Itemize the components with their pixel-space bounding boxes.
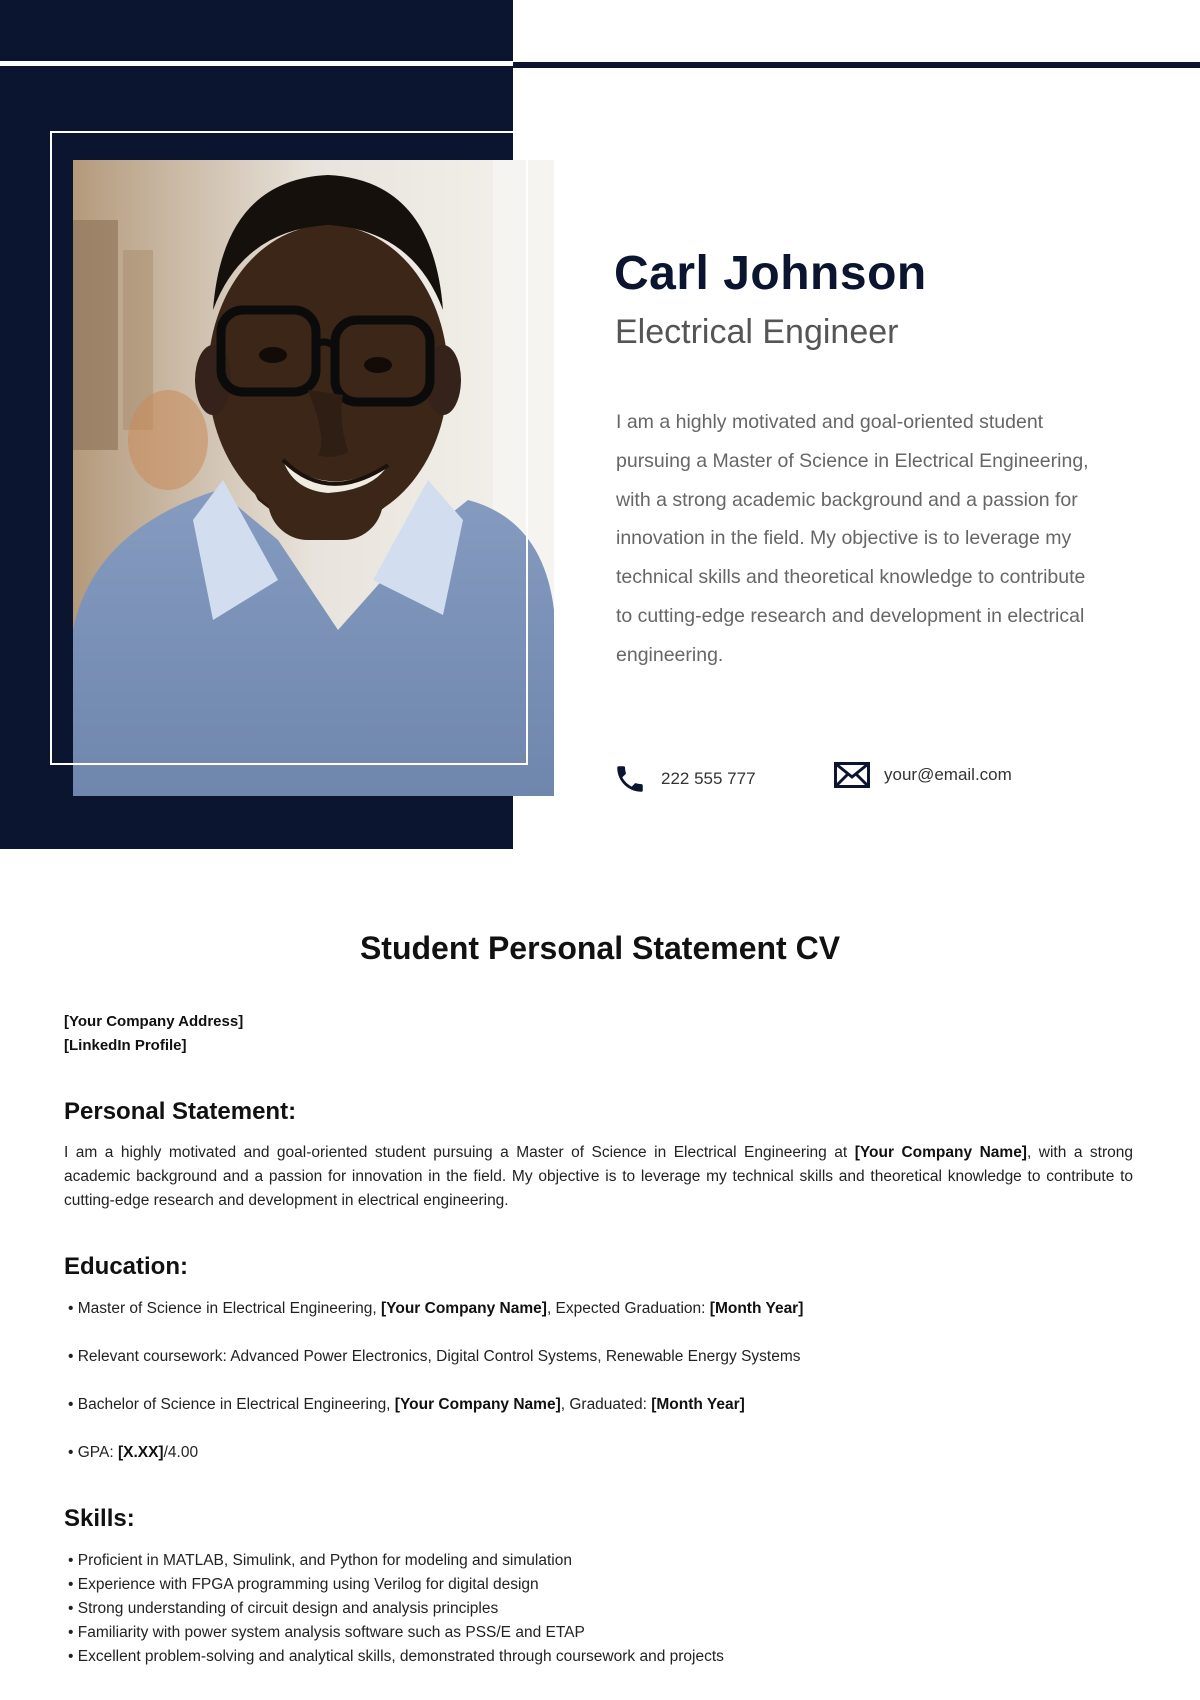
contact-address-block bbox=[64, 1010, 243, 1058]
list-item: • Relevant coursework: Advanced Power Electronics, Digital Control Systems, Renewable Energy Systems bbox=[68, 1346, 803, 1394]
company-address: [Your Company Address] bbox=[64, 1013, 244, 1030]
personal-statement-heading: Personal Statement: bbox=[64, 1098, 297, 1125]
list-item: • Proficient in MATLAB, Simulink, and Python for modeling and simulation bbox=[68, 1549, 724, 1573]
education-heading: Education: bbox=[64, 1253, 188, 1280]
header-divider-light bbox=[0, 61, 513, 66]
document-title: Student Personal Statement CV bbox=[359, 930, 841, 966]
linkedin-profile: [LinkedIn Profile] bbox=[64, 1037, 187, 1054]
list-item: • GPA: [X.XX]/4.00 bbox=[68, 1442, 803, 1490]
list-item: • Master of Science in Electrical Engineering, [Your Company Name], Expected Graduation: [Month Year] bbox=[68, 1298, 803, 1346]
skills-heading: Skills: bbox=[64, 1505, 135, 1532]
list-item: • Excellent problem-solving and analytical skills, demonstrated through coursework and projects bbox=[68, 1645, 724, 1669]
list-item: • Familiarity with power system analysis software such as PSS/E and ETAP bbox=[68, 1621, 724, 1645]
list-item: • Strong understanding of circuit design and analysis principles bbox=[68, 1597, 724, 1621]
personal-statement-text: I am a highly motivated and goal-oriented student pursuing a Master of Science in Electrical Engineering at [Your Company Name], with a strong academic background and a passion for innovation in the field. My objective is to leverage my technical skills and theoretical knowledge to contribute to cutting-edge research and development in electrical engineering. bbox=[64, 1144, 1134, 1209]
education-list bbox=[68, 1298, 803, 1490]
list-item: • Bachelor of Science in Electrical Engineering, [Your Company Name], Graduated: [Month Year] bbox=[68, 1394, 803, 1442]
phone-icon bbox=[613, 762, 647, 796]
list-item: • Experience with FPGA programming using Verilog for digital design bbox=[68, 1573, 724, 1597]
candidate-bio: I am a highly motivated and goal-oriented student pursuing a Master of Science in Electrical Engineering, with a strong academic background and a passion for innovation in the field. My objective is to leverage my technical skills and theoretical knowledge to contribute to cutting-edge research and development in electrical engineering. bbox=[616, 411, 1089, 666]
skills-list bbox=[68, 1549, 724, 1669]
header-divider-dark bbox=[513, 62, 1200, 68]
mail-icon bbox=[834, 762, 870, 788]
candidate-title: Electrical Engineer bbox=[615, 313, 899, 351]
contact-email[interactable] bbox=[834, 762, 1012, 788]
photo-frame bbox=[50, 131, 528, 765]
contact-phone[interactable] bbox=[613, 762, 756, 796]
email-address: your@email.com bbox=[884, 765, 1012, 784]
candidate-name: Carl Johnson bbox=[614, 247, 927, 300]
phone-number: 222 555 777 bbox=[661, 769, 756, 788]
